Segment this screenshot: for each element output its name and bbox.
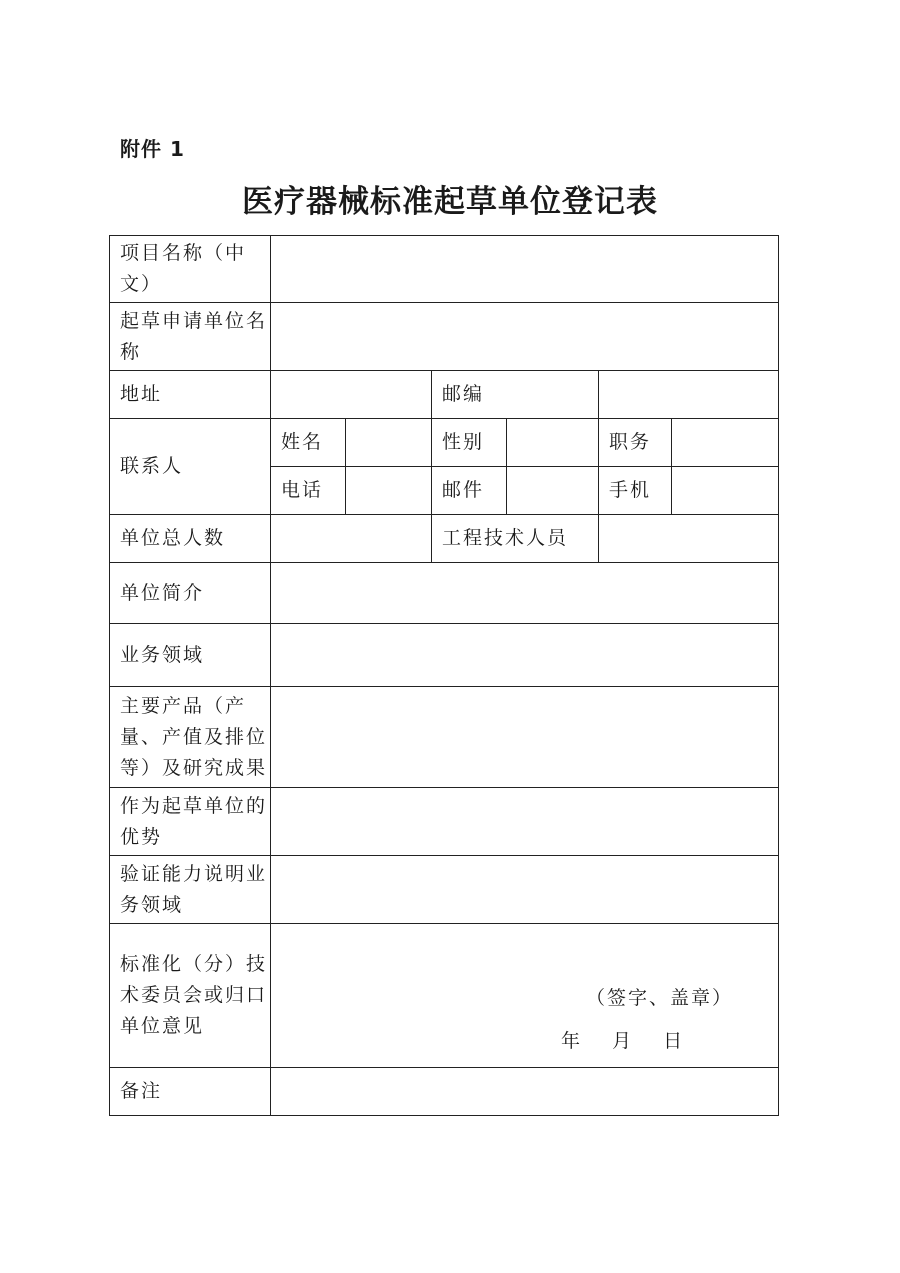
contact-position-field[interactable]	[672, 419, 779, 467]
remarks-field[interactable]	[271, 1068, 779, 1116]
contact-name-field[interactable]	[346, 419, 432, 467]
project-name-field[interactable]	[271, 236, 779, 303]
address-field[interactable]	[271, 371, 432, 419]
address-label: 地址	[110, 371, 271, 419]
applicant-unit-label: 起草申请单位名称	[110, 303, 271, 371]
date-year-label: 年	[561, 1030, 583, 1052]
remarks-label: 备注	[110, 1068, 271, 1116]
registration-form-table	[109, 235, 779, 1116]
project-name-label: 项目名称（中文）	[110, 236, 271, 303]
drafting-advantage-label: 作为起草单位的优势	[110, 788, 271, 856]
contact-phone-field[interactable]	[346, 467, 432, 515]
main-products-label: 主要产品（产量、产值及排位等）及研究成果	[110, 687, 271, 788]
business-field-label: 业务领域	[110, 624, 271, 687]
contact-email-label: 邮件	[432, 467, 507, 515]
unit-intro-label: 单位简介	[110, 563, 271, 624]
engineering-staff-label: 工程技术人员	[432, 515, 599, 563]
total-staff-label: 单位总人数	[110, 515, 271, 563]
main-products-field[interactable]	[271, 687, 779, 788]
verification-capability-field[interactable]	[271, 856, 779, 924]
postcode-label: 邮编	[432, 371, 599, 419]
postcode-field[interactable]	[599, 371, 779, 419]
business-field-input[interactable]	[271, 624, 779, 687]
contact-mobile-field[interactable]	[672, 467, 779, 515]
drafting-advantage-field[interactable]	[271, 788, 779, 856]
attachment-label: 附件 1	[120, 137, 185, 161]
date-month-label: 月	[612, 1030, 634, 1052]
contact-position-label: 职务	[599, 419, 672, 467]
verification-capability-label: 验证能力说明业务领域	[110, 856, 271, 924]
applicant-unit-field[interactable]	[271, 303, 779, 371]
contact-phone-label: 电话	[271, 467, 346, 515]
engineering-staff-field[interactable]	[599, 515, 779, 563]
signature-date	[561, 1026, 706, 1057]
unit-intro-field[interactable]	[271, 563, 779, 624]
committee-opinion-field[interactable]	[271, 924, 779, 1068]
committee-opinion-label: 标准化（分）技术委员会或归口单位意见	[110, 924, 271, 1068]
contact-person-label: 联系人	[110, 419, 271, 515]
contact-gender-field[interactable]	[507, 419, 599, 467]
contact-mobile-label: 手机	[599, 467, 672, 515]
date-day-label: 日	[663, 1030, 685, 1052]
total-staff-field[interactable]	[271, 515, 432, 563]
signature-stamp-hint: （签字、盖章）	[586, 987, 734, 1009]
contact-email-field[interactable]	[507, 467, 599, 515]
contact-gender-label: 性别	[432, 419, 507, 467]
page-title: 医疗器械标准起草单位登记表	[242, 184, 658, 220]
contact-name-label: 姓名	[271, 419, 346, 467]
